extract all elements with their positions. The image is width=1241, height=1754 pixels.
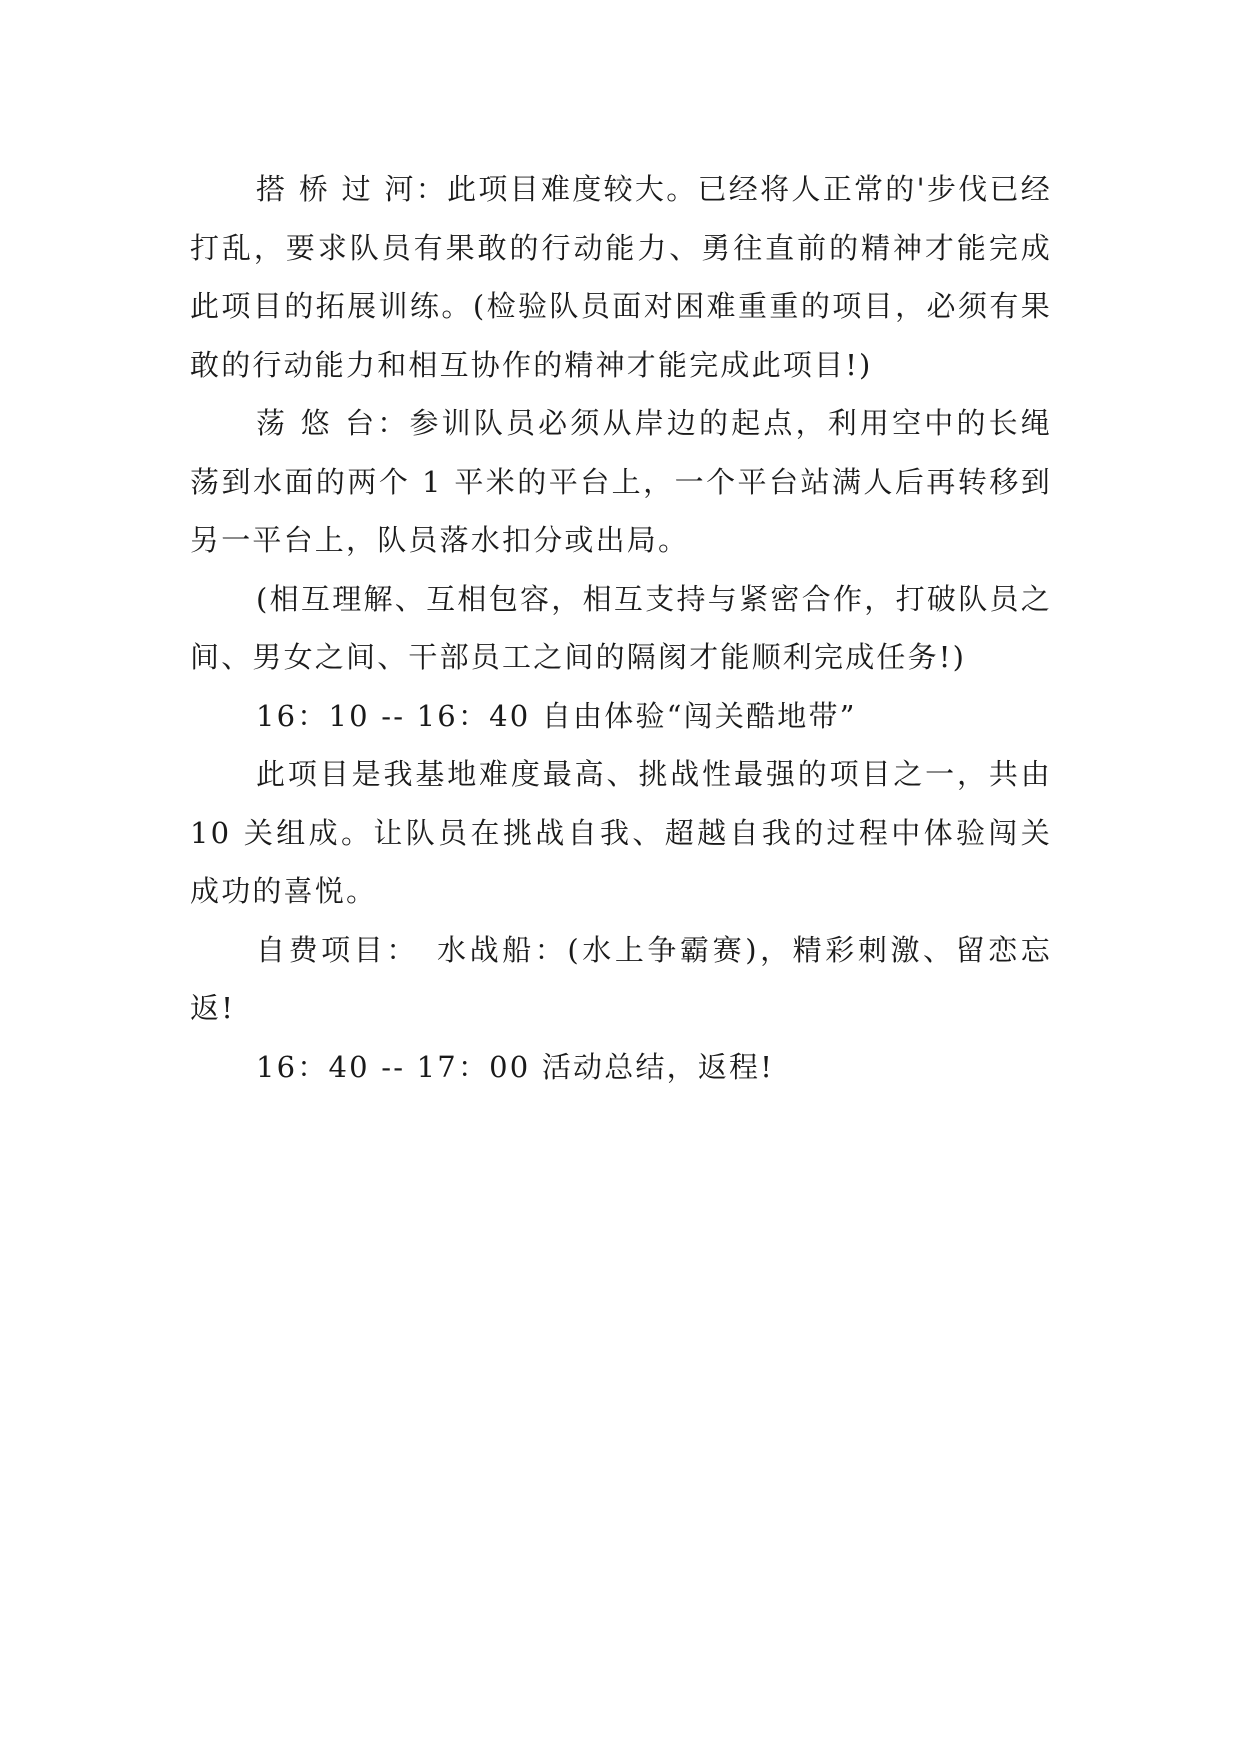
schedule-line-summary: 16：40 -- 17：00 活动总结，返程! — [256, 1049, 775, 1084]
document-page — [190, 160, 1052, 1096]
paragraph-bridge-crossing: 搭 桥 过 河：此项目难度较大。已经将人正常的'步伐已经打乱，要求队员有果敢的行动能力、勇往直前的精神才能完成此项目的拓展训练。(检验队员面对困难重重的项目，必须有果敢的行动能力和相互协作的精神才能完成此项目!) — [190, 172, 1052, 382]
schedule-line-free-experience: 16：10 -- 16：40 自由体验“闯关酷地带” — [256, 698, 857, 733]
paragraph-challenge-project: 此项目是我基地难度最高、挑战性最强的项目之一，共由 10 关组成。让队员在挑战自我、超越自我的过程中体验闯关成功的喜悦。 — [190, 757, 1052, 908]
paragraph-swing-platform: 荡 悠 台：参训队员必须从岸边的起点，利用空中的长绳荡到水面的两个 1 平米的平台上，一个平台站满人后再转移到另一平台上，队员落水扣分或出局。 — [190, 406, 1052, 557]
paragraph-teamwork-note: (相互理解、互相包容，相互支持与紧密合作，打破队员之间、男女之间、干部员工之间的隔阂才能顺利完成任务!) — [190, 581, 1052, 674]
paragraph-paid-project: 自费项目： 水战船：(水上争霸赛)，精彩刺激、留恋忘返! — [190, 932, 1052, 1025]
